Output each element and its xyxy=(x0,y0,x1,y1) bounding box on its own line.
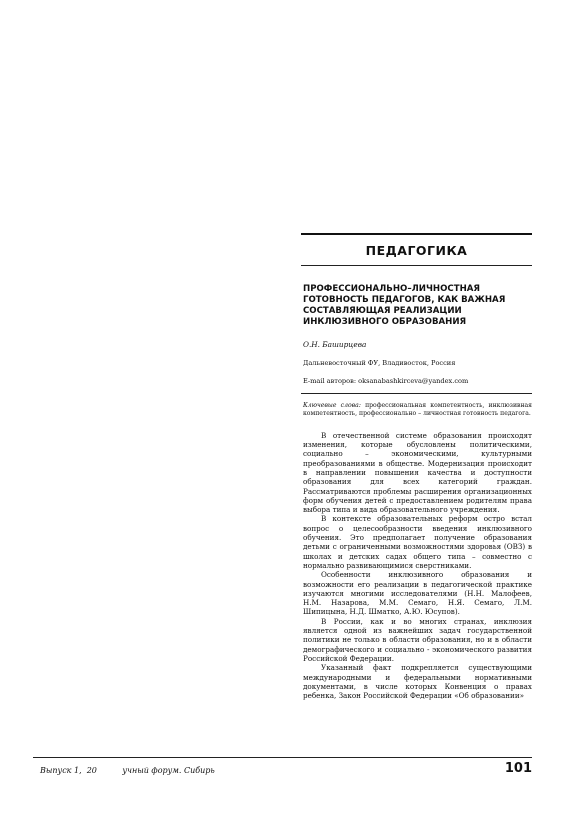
article-title-line: СОСТАВЛЯЮЩАЯ РЕАЛИЗАЦИИ xyxy=(303,306,462,316)
body-paragraph: Указанный факт подкрепляется существующими международными и федеральными нормативными документами, в числе которых Конвенция о правах ребенка, Закон Российской Федерации «Об образовании» xyxy=(303,663,532,701)
author-affiliation: Дальневосточный ФУ, Владивосток, Россия xyxy=(303,359,456,367)
article-title-line: ИНКЛЮЗИВНОГО ОБРАЗОВАНИЯ xyxy=(303,317,467,327)
body-paragraph: Особенности инклюзивного образования и возможности его реализации в педагогической практике изучаются многими исследователями (Н.Н. Малофеев, Н.М. Назарова, М.М. Семаго, Н.Я. Семаго, Л.М. Шипицына, Н.Д. Шматко, А.Ю. Юсупов). xyxy=(303,570,532,617)
page-number: 101 xyxy=(504,761,532,776)
keywords-text: профессиональная компетентность, инклюзивная компетентность, профессионально – личностная готовность педагога. xyxy=(303,402,532,418)
body-paragraph: В контексте образовательных реформ остро встал вопрос о целесообразности введения инклюзивного обучения. Это предполагает получение образования детьми с ограниченными возможностями здоровья (ОВЗ) в школах и детских садах общего типа – совместно с нормально развивающимися сверстниками. xyxy=(303,514,532,570)
keywords-label: Ключевые слова: xyxy=(303,402,361,409)
footer-issue: Выпуск 1, 20 xyxy=(40,766,97,775)
section-rule xyxy=(301,265,532,266)
section-title: ПЕДАГОГИКА xyxy=(365,243,468,258)
header-separator xyxy=(301,393,532,394)
article-title-line: ГОТОВНОСТЬ ПЕДАГОГОВ, КАК ВАЖНАЯ xyxy=(303,295,506,305)
author-email: E-mail авторов: oksanabashkirceva@yandex.com xyxy=(303,377,469,385)
footer-journal-name: учный форум. Сибирь xyxy=(122,766,215,775)
body-paragraph: В России, как и во многих странах, инклюзия является одной из важнейших задач государственной политики не только в области образования, но и в области демографического и социально - экономического развития Российской Федерации. xyxy=(303,616,532,663)
article-title xyxy=(303,284,532,328)
keywords-block xyxy=(303,402,532,419)
footer-rule xyxy=(33,757,532,758)
article-title-line: ПРОФЕССИОНАЛЬНО–ЛИЧНОСТНАЯ xyxy=(303,284,481,294)
footer-journal xyxy=(40,766,215,775)
article-column xyxy=(301,233,532,700)
body-paragraph: В отечественной системе образования происходят изменения, которые обусловлены политическими, социально – экономическими, культурными преобразованиями в обществе. Модернизация происходит в направлении повышения качества и доступности образования для всех категорий граждан. Рассматриваются проблемы расширения организационных форм обучения детей с предоставлением родителям права выбора типа и вида образовательного учреждения. xyxy=(303,430,532,515)
author-name: О.Н. Баширцева xyxy=(303,340,367,349)
article-body xyxy=(301,431,532,701)
